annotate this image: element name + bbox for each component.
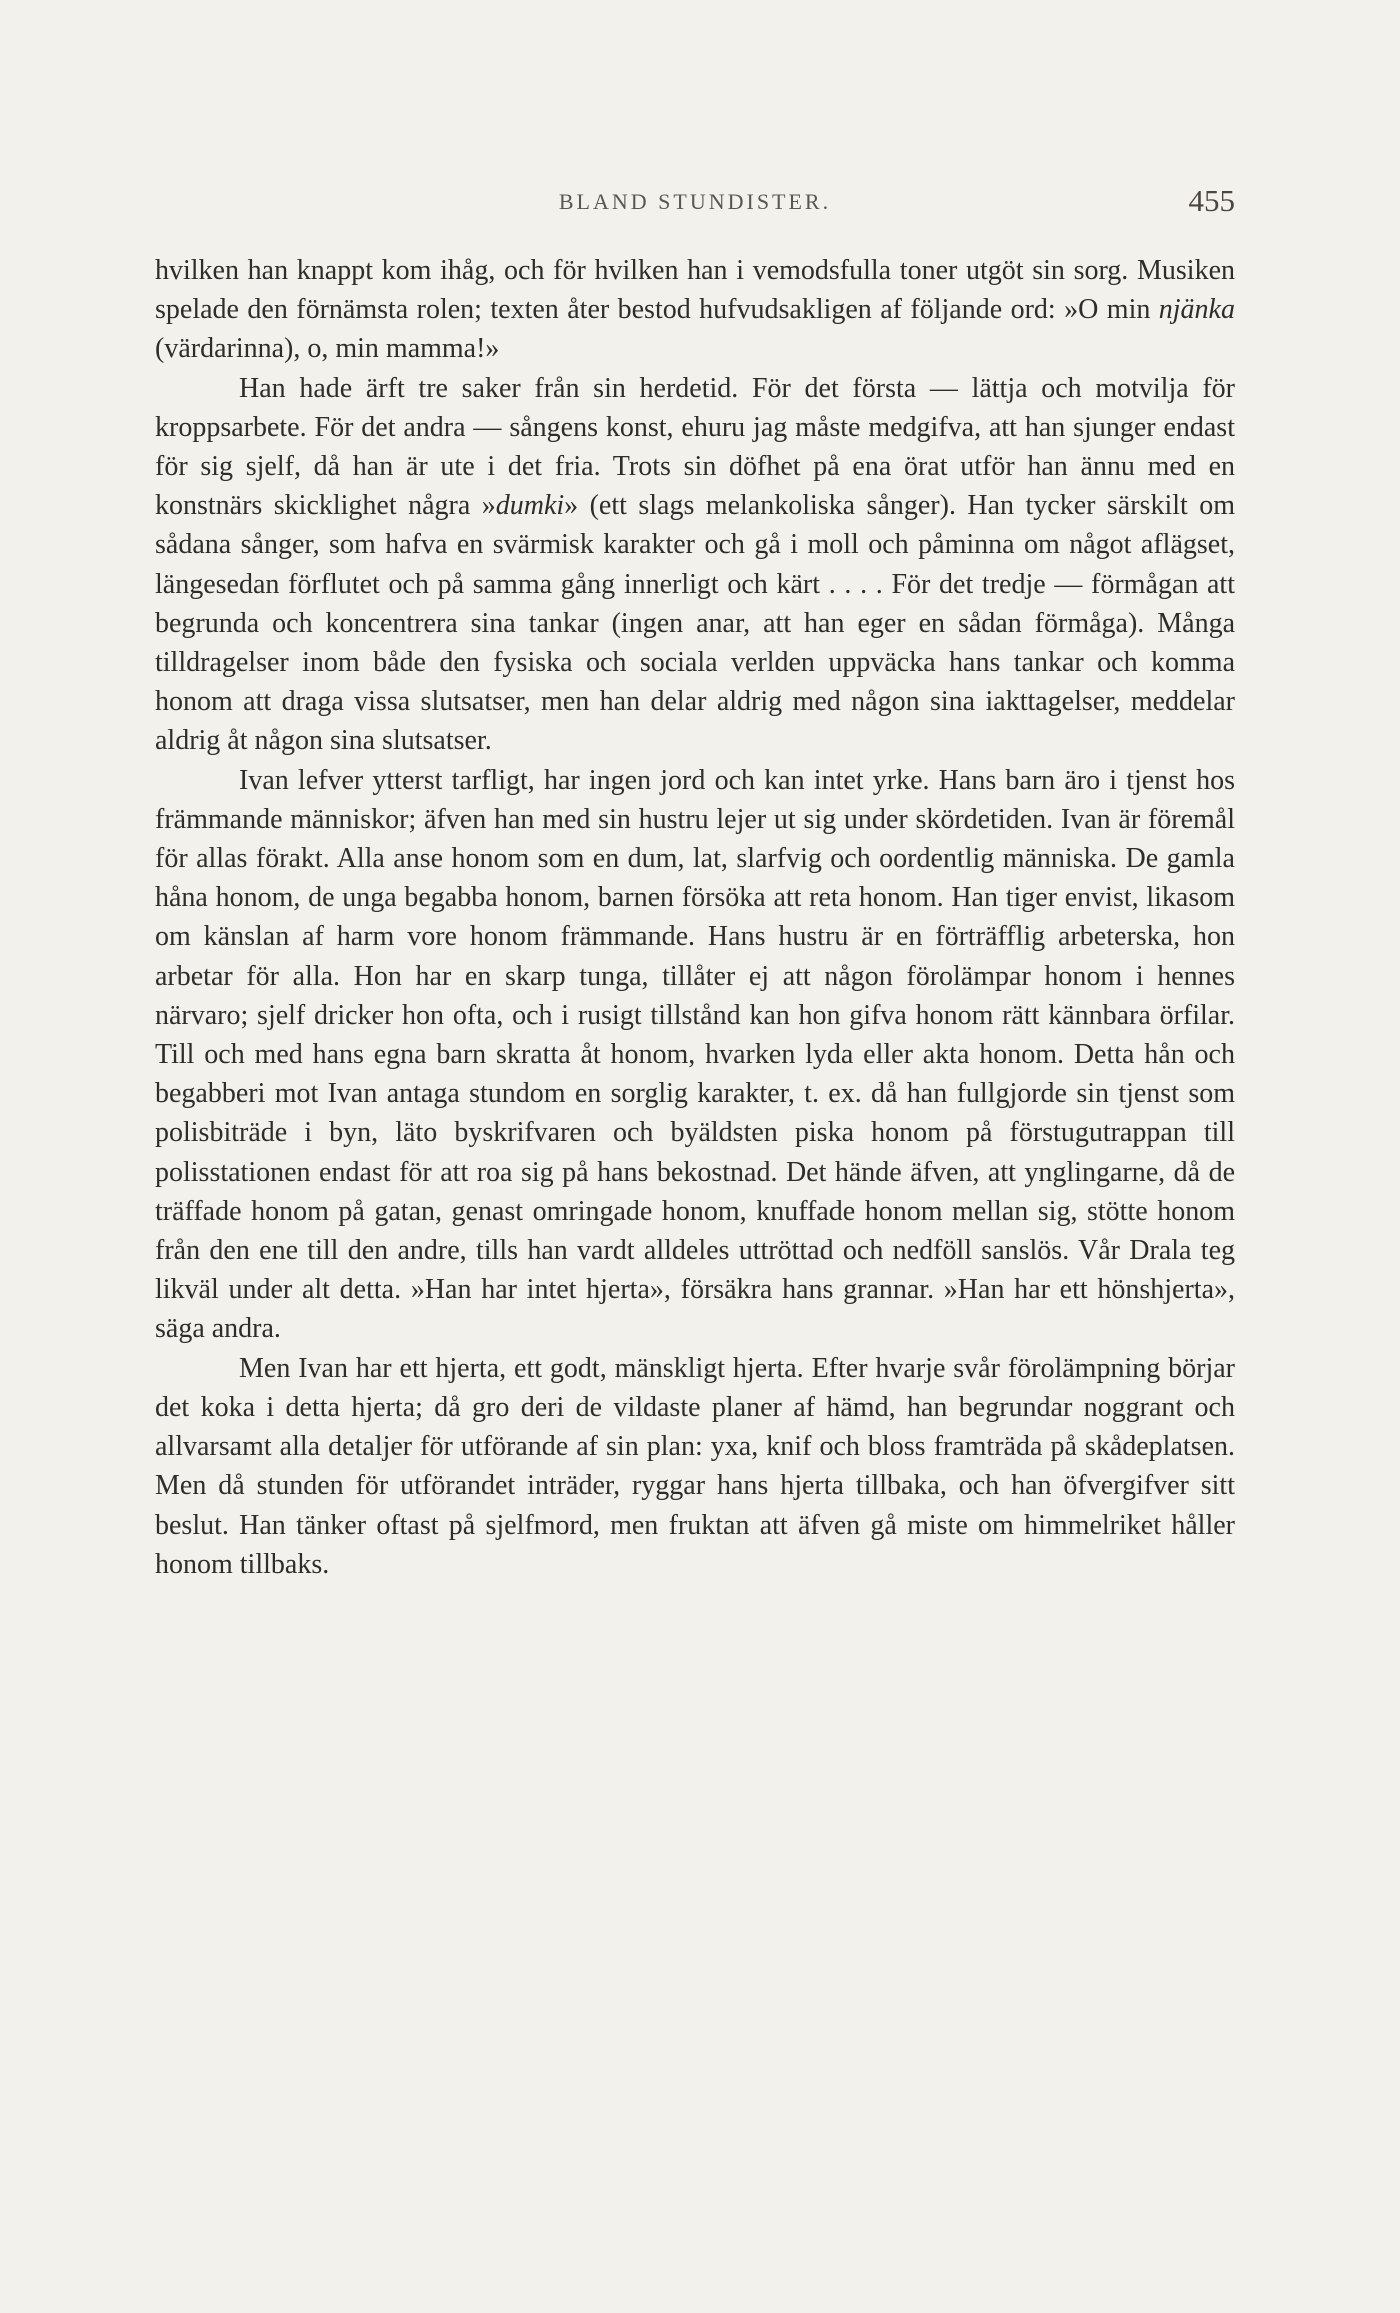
body-text	[155, 251, 1235, 1584]
paragraph-4-text: Men Ivan har ett hjerta, ett godt, mänskligt hjerta. Efter hvarje svår förolämpning börjar det koka i detta hjerta; då gro deri de vildaste planer af hämd, han begrundar noggrant och allvarsamt alla detaljer för utförande af sin plan: yxa, knif och bloss framträda på skådeplatsen. Men då stunden för utförandet inträder, ryggar hans hjerta tillbaka, och han öfvergifver sitt beslut. Han tänker oftast på sjelfmord, men fruktan att äfven gå miste om himmelriket håller honom tillbaks.	[155, 1352, 1235, 1580]
paragraph-2-text-end: » (ett slags melankoliska sånger). Han tycker särskilt om sådana sånger, som hafva en svärmisk karakter och gå i moll och påminna om något aflägset, längesedan förflutet och på samma gång innerligt och kärt . . . . För det tredje — förmågan att begrunda och koncentrera sina tankar (ingen anar, att han eger en sådan förmåga). Många tilldragelser inom både den fysiska och sociala verlden uppväcka hans tankar och komma honom att draga vissa slutsatser, men han delar aldrig med någon sina iakttagelser, meddelar aldrig åt någon sina slutsatser.	[155, 490, 1236, 757]
page-number: 455	[1188, 183, 1235, 218]
paragraph-1-text-end: (värdarinna), o, min mamma!»	[155, 333, 500, 365]
paragraph-1-text: hvilken han knappt kom ihåg, och för hvilken han i vemodsfulla toner utgöt sin sorg. Musiken spelade den förnämsta rolen; texten åter bestod hufvudsakligen af följande ord: »O min	[155, 255, 1235, 326]
paragraph-2	[155, 369, 1235, 761]
running-title: BLAND STUNDISTER.	[558, 189, 832, 214]
paragraph-3	[155, 761, 1235, 1349]
running-head	[155, 183, 1235, 223]
paragraph-2-emphasis: dumki	[495, 490, 565, 522]
paragraph-3-text: Ivan lefver ytterst tarfligt, har ingen jord och kan intet yrke. Hans barn äro i tjenst hos främmande människor; äfven han med sin hustru lejer ut sig under skördetiden. Ivan är föremål för allas förakt. Alla anse honom som en dum, lat, slarfvig och oordentlig människa. De gamla håna honom, de unga begabba honom, barnen försöka att reta honom. Han tiger envist, likasom om känslan af harm vore honom främmande. Hans hustru är en förträfflig arbeterska, hon arbetar för alla. Hon har en skarp tunga, tillåter ej att någon förolämpar honom i hennes närvaro; sjelf dricker hon ofta, och i rusigt tillstånd kan hon gifva honom rätt kännbara örfilar. Till och med hans egna barn skratta åt honom, hvarken lyda eller akta honom. Detta hån och begabberi mot Ivan antaga stundom en sorglig karakter, t. ex. då han fullgjorde sin tjenst som polisbiträde i byn, läto byskrifvaren och byäldsten piska honom på förstugutrappan till polisstationen endast för att roa sig på hans bekostnad. Det hände äfven, att ynglingarne, då de träffade honom på gatan, genast omringade honom, knuffade honom mellan sig, stötte honom från den ene till den andre, tills han vardt alldeles uttröttad och nedföll sanslös. Vår Drala teg likväl under alt detta. »Han har intet hjerta», försäkra hans grannar. »Han har ett hönshjerta», säga andra.	[155, 764, 1235, 1345]
paragraph-1	[155, 251, 1235, 369]
paragraph-4	[155, 1349, 1235, 1584]
paragraph-2-text: Han hade ärft tre saker från sin herdetid. För det första — lättja och motvilja för kroppsarbete. För det andra — sångens konst, ehuru jag måste medgifva, att han sjunger endast för sig sjelf, då han är ute i det fria. Trots sin döfhet på ena örat utför han ännu med en konstnärs skicklighet några »	[155, 372, 1235, 522]
paragraph-1-emphasis: njänka	[1158, 294, 1235, 326]
